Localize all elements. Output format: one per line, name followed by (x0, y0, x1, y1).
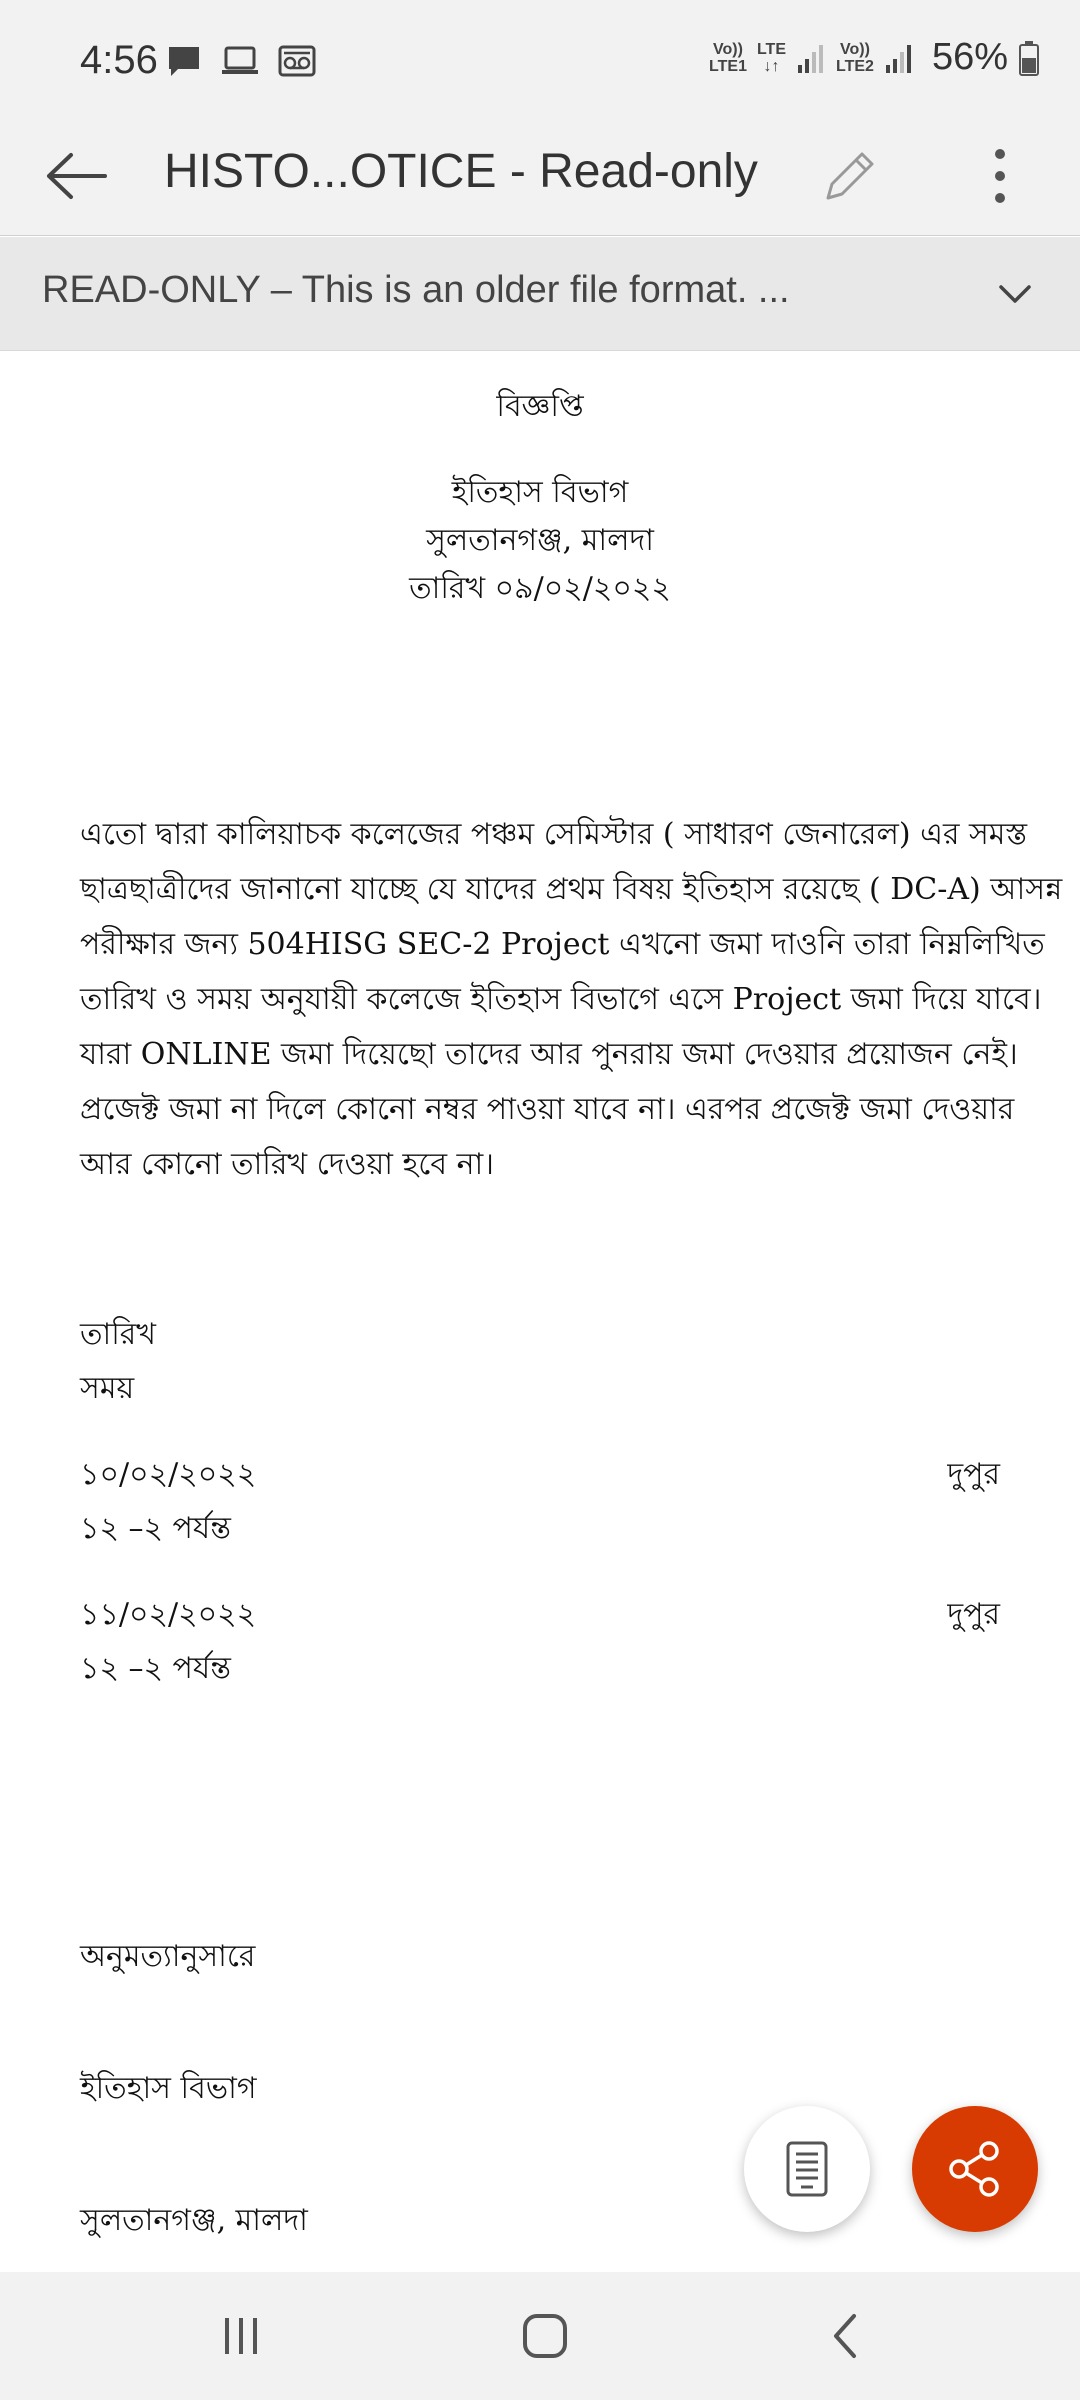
more-vertical-icon (990, 146, 1010, 206)
share-icon (945, 2139, 1005, 2199)
laptop-icon (220, 44, 260, 78)
lte-data-label: LTE ↓↑ (756, 40, 786, 75)
reading-mode-button[interactable] (744, 2106, 870, 2232)
reading-mode-icon (785, 2140, 829, 2198)
status-time: 4:56 (80, 38, 158, 82)
back-icon (830, 2312, 860, 2360)
share-button[interactable] (912, 2106, 1038, 2232)
sign-location: সুলতানগঞ্জ, মালদা (80, 2203, 308, 2238)
notification-icons (166, 44, 316, 78)
home-button[interactable] (500, 2296, 590, 2376)
document-page[interactable] (0, 352, 1080, 2272)
back-arrow-icon (45, 151, 107, 201)
schedule-header-date: তারিখ (80, 1317, 156, 1352)
paragraph-line: প্রজেক্ট জমা না দিলে কোনো নম্বর পাওয়া যাবে না। এরপর প্রজেক্ট জমা দেওয়ার (80, 1092, 1015, 1127)
battery-icon (1018, 40, 1040, 76)
paragraph-line: আর কোনো তারিখ দেওয়া হবে না। (80, 1147, 494, 1182)
pencil-icon (820, 146, 880, 206)
system-navigation-bar (0, 2272, 1080, 2400)
lte1-label: Vo)) LTE1 (709, 40, 747, 75)
chevron-down-icon (998, 283, 1032, 305)
signal-icon (796, 41, 826, 75)
system-icons (709, 36, 1040, 79)
read-only-banner[interactable] (0, 237, 1080, 351)
expand-banner-button[interactable] (980, 259, 1050, 329)
paragraph-line: ছাত্রছাত্রীদের জানানো যাচ্ছে যে যাদের প্রথম বিষয় ইতিহাস রয়েছে ( DC-A) আসন্ন (80, 872, 1063, 907)
schedule-time: ১২ –২ পর্যন্ত (80, 1511, 231, 1546)
sign-department: ইতিহাস বিভাগ (80, 2071, 257, 2106)
home-icon (521, 2312, 569, 2360)
back-button[interactable] (36, 136, 116, 216)
voicemail-icon (278, 44, 316, 78)
edit-button[interactable] (810, 136, 890, 216)
schedule-label: দুপুর (947, 1597, 1000, 1632)
recent-apps-icon (219, 2314, 263, 2358)
paragraph-line: তারিখ ও সময় অনুযায়ী কলেজে ইতিহাস বিভাগে এসে Project জমা দিয়ে যাবে। (80, 982, 1042, 1017)
schedule-date: ১১/০২/২০২২ (80, 1597, 257, 1632)
more-options-button[interactable] (960, 136, 1040, 216)
signal-icon (884, 41, 914, 75)
paragraph-line: যারা ONLINE জমা দিয়েছো তাদের আর পুনরায় জমা দেওয়ার প্রয়োজন নেই। (80, 1037, 1018, 1072)
schedule-header-time: সময় (80, 1371, 135, 1406)
doc-date: তারিখ ০৯/০২/২০২২ (409, 571, 671, 606)
paragraph-line: পরীক্ষার জন্য 504HISG SEC-2 Project এখনো জমা দাওনি তারা নিম্নলিখিত (80, 927, 1045, 962)
schedule-label: দুপুর (947, 1457, 1000, 1492)
battery-percent: 56% (931, 36, 1008, 78)
document-title: HISTO...OTICE - Read-only (164, 145, 758, 198)
schedule-time: ১২ –২ পর্যন্ত (80, 1651, 231, 1686)
doc-location: সুলতানগঞ্জ, মালদা (426, 523, 654, 558)
banner-text: READ-ONLY – This is an older file format. ... (42, 269, 790, 311)
sign-off: অনুমত্যানুসারে (80, 1939, 256, 1974)
paragraph-line: এতো দ্বারা কালিয়াচক কলেজের পঞ্চম সেমিস্টার ( সাধারণ জেনারেল) এর সমস্ত (80, 817, 1028, 852)
recent-apps-button[interactable] (196, 2296, 286, 2376)
status-bar (0, 0, 1080, 116)
lte2-label: Vo)) LTE2 (836, 40, 874, 75)
doc-department: ইতিহাস বিভাগ (451, 475, 629, 510)
message-icon (166, 44, 202, 78)
schedule-date: ১০/০২/২০২২ (80, 1457, 257, 1492)
nav-back-button[interactable] (800, 2296, 890, 2376)
doc-heading: বিজ্ঞপ্তি (496, 389, 584, 424)
app-bar (0, 116, 1080, 236)
